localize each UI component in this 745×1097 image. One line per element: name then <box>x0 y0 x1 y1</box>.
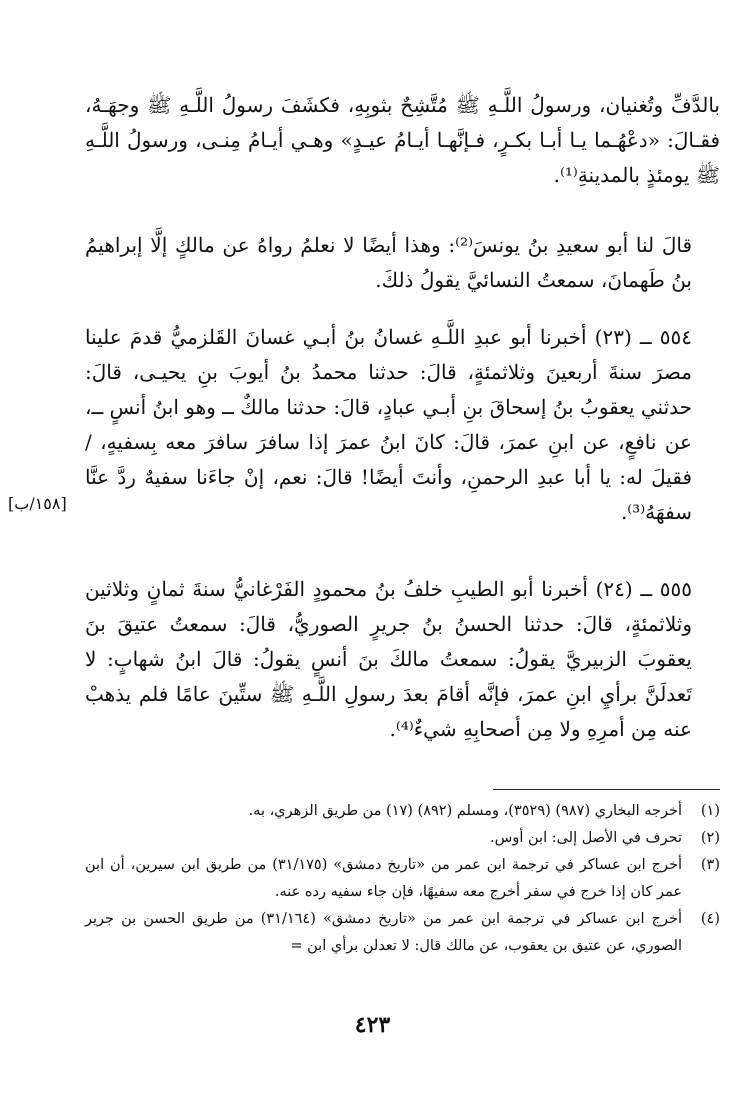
paragraph-hadith-continuation <box>85 88 720 193</box>
footnote <box>85 906 720 960</box>
page-number: ٤٢٣ <box>354 1012 391 1038</box>
footnotes <box>85 798 720 960</box>
footnote-separator <box>493 789 720 790</box>
paragraph-comment <box>85 228 720 298</box>
footnote-number: (٢) <box>700 830 720 846</box>
footnote <box>85 798 720 825</box>
paragraph-hadith-554 <box>85 320 720 530</box>
paragraph-text: ٥٥٥ ــ (٢٤) أخبرنا أبو الطيبِ خلفُ بنُ محمودٍ الفَرْغانيُّ سنةَ ثمانٍ وثلاثين وثلاثمئةٍ، قالَ: حدثنا الحسنُ بنُ جريرٍ الصوريُّ، قالَ: سمعتُ عتيقَ بنَ يعقوبَ الزبيريَّ يقولُ: سمعتُ مالكَ بنَ أنسٍ يقولُ: قالَ ابنُ شهابٍ: لا تَعدلَنَّ برأيِ ابنِ عمرَ، فإنَّه أقامَ بعدَ رسولِ اللَّـهِ ﷺ ستِّينَ عامًا فلم يذهبْ عنه مِن أمرِهِ ولا مِن أصحابِهِ شيءٌ⁽⁴⁾. <box>85 577 692 741</box>
footnote-text: أخرجه البخاري (٩٨٧) (٣٥٢٩)، ومسلم (٨٩٢) (١٧) من طريق الزهري، به. <box>248 803 682 819</box>
footnote-text: أخرج ابن عساكر في ترجمة ابن عمر من «تاريخ دمشق» (٣١/١٧٥) من طريق ابن سيرين، أن ابن عمر كان إذا خرج في سفر أخرج معه سفيهًا، فإن جاء سفيه رده عنه. <box>85 857 682 900</box>
footnote <box>85 852 720 906</box>
paragraph-text: بالدَّفِّ وتُغنيان، ورسولُ اللَّـهِ ﷺ مُتَّشِحٌ بثوبِهِ، فكشَفَ رسولُ اللَّـهِ ﷺ وجهَـهُ، فقـالَ: «دعْهُـما يـا أبـا بكـرٍ، فـإنَّهـا أيـامُ عيـدٍ» وهـي أيـامُ مِنـى، ورسولُ اللَّـهِ ﷺ يومئذٍ بالمدينةِ⁽¹⁾. <box>85 93 720 187</box>
footnote-number: (١) <box>700 803 720 819</box>
paragraph-text: ٥٥٤ ــ (٢٣) أخبرنا أبو عبدِ اللَّـهِ غسانُ بنُ أبـي غسانَ القَلزميُّ قدمَ علينا مصرَ سنةَ أربعينَ وثلاثمئةٍ، قالَ: حدثنا محمدُ بنُ أيوبَ بنِ يحيـى، قالَ: حدثني يعقوبُ بنُ إسحاقَ بنِ أبـي عبادٍ، قالَ: حدثنا مالكٌ ــ وهو ابنُ أنسٍ ــ، عن نافعٍ، عن ابنِ عمرَ، قالَ: كانَ ابنُ عمرَ إذا سافرَ سافرَ معه بِسفيهٍ، / فقيلَ له: يا أبا عبدِ الرحمنِ، وأنتَ أيضًا! قالَ: نعم، إنْ جاءَنا سفيهٌ ردَّ عنَّا سفهَهُ⁽³⁾. <box>85 325 692 524</box>
footnote-text: تحرف في الأصل إلى: ابن أوس. <box>490 830 682 846</box>
manuscript-folio-marker: [١٥٨/ب] <box>8 494 67 513</box>
footnote-text: أخرج ابن عساكر في ترجمة ابن عمر من «تاريخ دمشق» (٣١/١٦٤) من طريق الحسن بن جرير الصوري، عن عتيق بن يعقوب، عن مالك قال: لا تعدلن برأي ابن = <box>85 911 682 954</box>
footnote-number: (٤) <box>700 911 720 927</box>
footnote <box>85 825 720 852</box>
paragraph-text: قالَ لنا أبو سعيدِ بنُ يونسَ⁽²⁾: وهذا أيضًا لا نعلمُ رواهُ عن مالكٍ إلَّا إبراهيمُ بنُ طَهمانَ، سمعتُ النسائيَّ يقولُ ذلكَ. <box>85 233 693 292</box>
paragraph-hadith-555 <box>85 572 720 747</box>
footnote-number: (٣) <box>700 857 720 873</box>
